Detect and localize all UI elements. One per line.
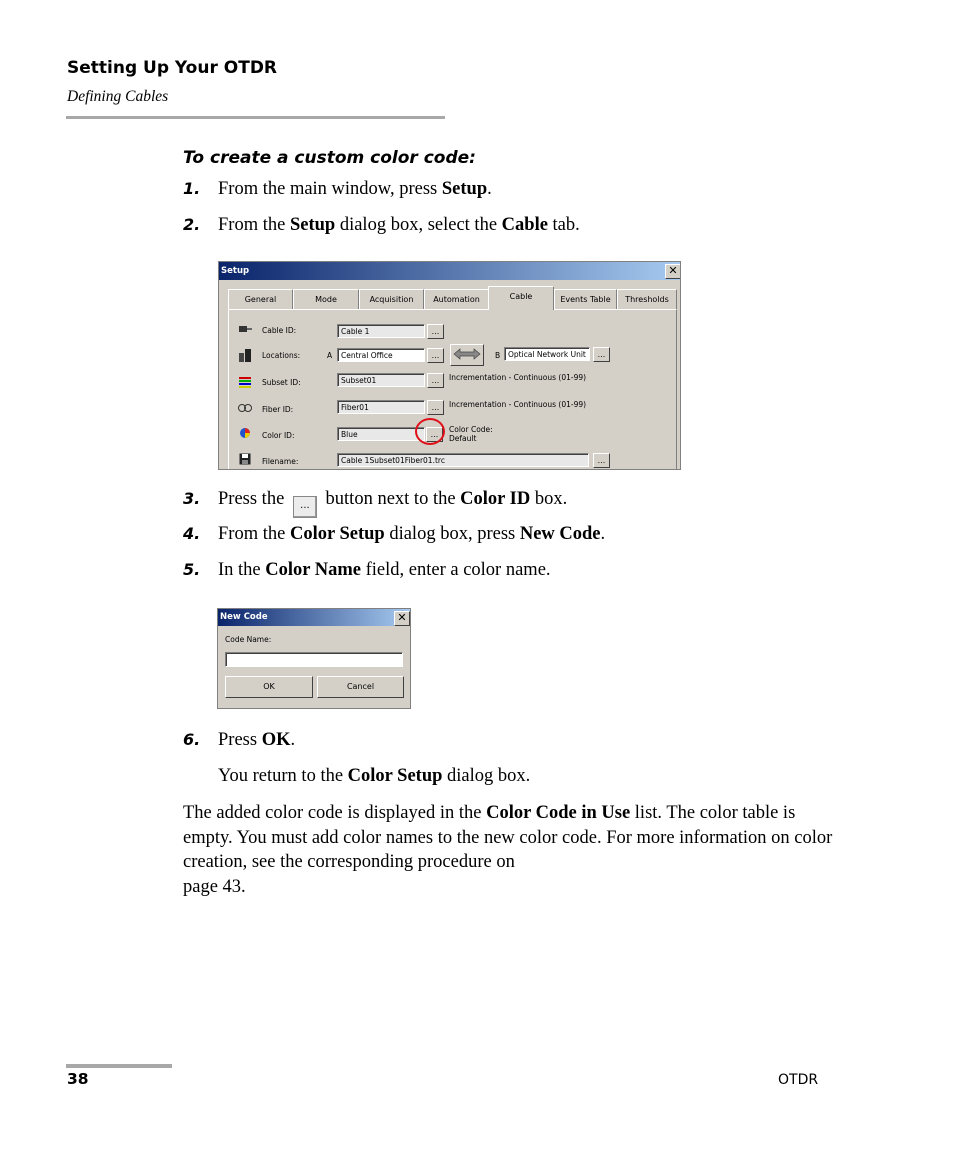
setup-titlebar	[219, 262, 680, 280]
tab-acquisition[interactable]: Acquisition	[359, 289, 424, 309]
step-6	[183, 730, 295, 751]
step-4	[183, 524, 605, 545]
step-text: .	[487, 179, 492, 199]
color-code-label: Color Code:	[449, 425, 493, 434]
step-bold: Cable	[501, 215, 548, 235]
new-code-titlebar	[218, 609, 410, 626]
location-a-browse-button[interactable]: ...	[427, 348, 444, 363]
cable-id-label: Cable ID:	[262, 326, 297, 335]
step-text: tab.	[547, 215, 580, 235]
step-1	[183, 179, 492, 200]
subset-incrementation: Incrementation - Continuous (01-99)	[449, 373, 587, 382]
step-text: dialog box, select the	[335, 215, 502, 235]
location-b-field[interactable]: Optical Network Unit	[504, 347, 590, 361]
step-text: field, enter a color name.	[361, 560, 551, 580]
subset-id-browse-button[interactable]: ...	[427, 373, 444, 388]
location-a-label: A	[327, 351, 333, 360]
cable-icon	[238, 323, 252, 335]
step-number: 1.	[183, 179, 201, 198]
step-bold: Color Setup	[289, 524, 385, 544]
ok-button[interactable]: OK	[225, 676, 313, 698]
subset-id-label: Subset ID:	[262, 378, 301, 387]
running-header-title: Setting Up Your OTDR	[67, 58, 278, 78]
color-id-browse-button[interactable]: ...	[426, 427, 443, 442]
step-text: From the	[218, 215, 290, 235]
color-wheel-icon	[238, 427, 252, 439]
cable-id-browse-button[interactable]: ...	[427, 324, 444, 339]
new-code-title: New Code	[220, 612, 268, 622]
swap-arrows-icon	[452, 345, 482, 363]
step-text: Press	[218, 730, 262, 750]
locations-label: Locations:	[262, 351, 301, 360]
header-rule	[66, 116, 445, 119]
tab-general[interactable]: General	[228, 289, 293, 309]
step-number: 5.	[183, 560, 201, 579]
paragraph-bold: Color Code in Use	[486, 803, 631, 823]
step-text: .	[290, 730, 296, 750]
tab-mode[interactable]: Mode	[293, 289, 359, 309]
tab-automation[interactable]: Automation	[424, 289, 489, 309]
step-number: 4.	[183, 524, 201, 543]
paragraph-text: list. The color table is empty. You must add color names to the new color code. For more information on color creation, see the corresponding procedure on	[183, 803, 833, 872]
step-number: 2.	[183, 215, 201, 234]
closing-paragraph	[183, 801, 833, 899]
code-name-label: Code Name:	[225, 635, 272, 644]
step-6-note	[218, 766, 530, 787]
color-code-value: Default	[449, 434, 477, 443]
step-bold: Color ID	[460, 489, 531, 509]
step-text: box.	[530, 489, 568, 509]
step-text: dialog box, press	[384, 524, 520, 544]
highlight-circle	[415, 418, 445, 445]
step-text: button next to the	[320, 489, 461, 509]
note-bold: Color Setup	[347, 766, 443, 786]
step-5	[183, 560, 551, 581]
building-icon	[238, 348, 252, 360]
new-code-dialog-screenshot	[217, 608, 411, 709]
location-b-browse-button[interactable]: ...	[593, 347, 610, 362]
step-bold: Setup	[441, 179, 488, 199]
filename-field[interactable]: Cable 1Subset01Fiber01.trc	[337, 453, 589, 467]
step-2	[183, 215, 580, 236]
step-text: Press the	[218, 489, 289, 509]
floppy-disk-icon	[238, 453, 252, 465]
page-reference: page 43.	[183, 876, 246, 897]
running-header-subtitle: Defining Cables	[67, 88, 169, 105]
code-name-input[interactable]	[225, 652, 403, 667]
fiber-incrementation: Incrementation - Continuous (01-99)	[449, 400, 587, 409]
fiber-icon	[238, 402, 252, 414]
tab-thresholds[interactable]: Thresholds	[617, 289, 677, 309]
step-text: From the	[218, 524, 290, 544]
step-bold: Color Name	[265, 560, 361, 580]
close-icon[interactable]: ✕	[665, 264, 681, 279]
color-id-label: Color ID:	[262, 431, 295, 440]
subset-icon	[238, 376, 252, 388]
product-name: OTDR	[778, 1072, 819, 1088]
paragraph-text: The added color code is displayed in the	[183, 803, 487, 823]
color-id-field[interactable]: Blue	[337, 427, 425, 441]
fiber-id-label: Fiber ID:	[262, 405, 294, 414]
step-text: From the main window, press	[218, 179, 442, 199]
step-bold: New Code	[519, 524, 601, 544]
filename-label: Filename:	[262, 457, 299, 466]
filename-browse-button[interactable]: ...	[593, 453, 610, 468]
note-text: You return to the	[218, 766, 348, 786]
close-icon[interactable]: ✕	[394, 611, 410, 626]
location-a-field[interactable]: Central Office	[337, 348, 425, 362]
cable-id-field[interactable]: Cable 1	[337, 324, 425, 338]
browse-button-image: ...	[293, 496, 317, 518]
step-text: In the	[218, 560, 266, 580]
setup-dialog-screenshot	[218, 261, 681, 470]
step-number: 6.	[183, 730, 201, 749]
setup-title: Setup	[221, 266, 250, 276]
cancel-button[interactable]: Cancel	[317, 676, 404, 698]
swap-locations-button[interactable]	[450, 344, 484, 366]
page-number: 38	[67, 1070, 89, 1088]
step-text: .	[600, 524, 606, 544]
step-number: 3.	[183, 489, 201, 508]
tab-events-table[interactable]: Events Table	[554, 289, 617, 309]
step-bold: Setup	[289, 215, 336, 235]
fiber-id-field[interactable]: Fiber01	[337, 400, 425, 414]
footer-rule	[66, 1064, 172, 1068]
subset-id-field[interactable]: Subset01	[337, 373, 425, 387]
note-text: dialog box.	[442, 766, 531, 786]
procedure-title: To create a custom color code:	[183, 148, 476, 168]
step-3	[183, 489, 567, 518]
fiber-id-browse-button[interactable]: ...	[427, 400, 444, 415]
tab-cable[interactable]: Cable	[488, 286, 554, 310]
step-bold: OK	[261, 730, 291, 750]
location-b-label: B	[495, 351, 501, 360]
